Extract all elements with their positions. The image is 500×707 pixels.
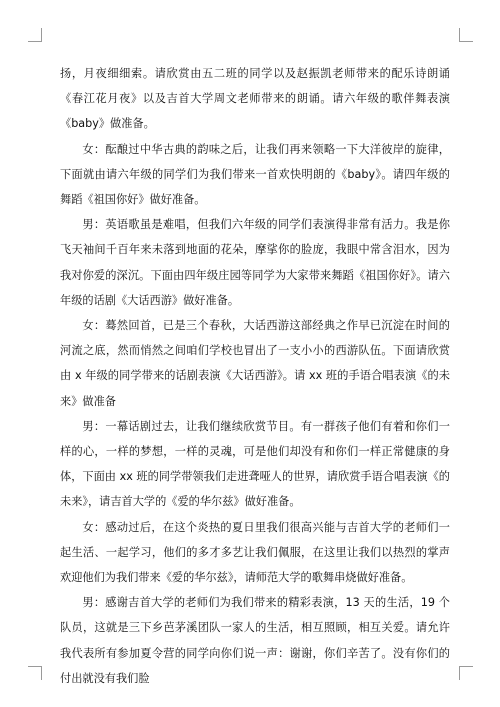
paragraph: 男：一幕话剧过去，让我们继续欣赏节目。有一群孩子他们有着和你们一样的心，一样的梦想，一样的灵魂，可是他们却没有和你们一样正常健康的身体，下面由 xx 班的同学带领我们走进聋哑人的世界，请欣赏手语合唱表演《的未来》，请吉首大学的《爱的华尔兹》做好准备。 — [60, 419, 450, 509]
crop-mark-bottom-left — [28, 666, 42, 680]
paragraph: 女：酝酿过中华古典的韵味之后，让我们再来领略一下大洋彼岸的旋律，下面就由请六年级的同学们为我们带来一首欢快明朗的《baby》。请四年级的舞蹈《祖国你好》做好准备。 — [60, 142, 450, 207]
crop-mark-top-right — [459, 28, 473, 42]
crop-mark-bottom-right — [459, 666, 473, 680]
paragraph: 女：蓦然回首，已是三个春秋，大话西游这部经典之作早已沉淀在时间的河流之底，然而悄然之间咱们学校也冒出了一支小小的西游队伍。下面请欣赏由 x 年级的同学带来的话剧表演《大话西游》。请 xx 班的手语合唱表演《的未来》做准备 — [60, 319, 450, 408]
paragraph: 扬，月夜细细索。请欣赏由五二班的同学以及赵振凯老师带来的配乐诗朗诵《春江花月夜》以及吉首大学周文老师带来的朗诵。请六年级的歌伴舞表演《baby》做准备。 — [60, 67, 450, 131]
document-body — [60, 61, 450, 691]
crop-mark-top-left — [28, 28, 42, 42]
paragraph: 男：感谢吉首大学的老师们为我们带来的精彩表演，13 天的生活，19 个队员，这就是三下乡芭茅溪团队一家人的生活，相互照顾，相互关爱。请允许我代表所有参加夏令营的同学向你们说一声：谢谢，你们辛苦了。没有你们的付出就没有我们脸 — [60, 596, 450, 685]
paragraph: 女：感动过后，在这个炎热的夏日里我们很高兴能与吉首大学的老师们一起生活、一起学习，他们的多才多艺让我们佩服，在这里让我们以热烈的掌声欢迎他们为我们带来《爱的华尔兹》，请师范大学的歌舞串烧做好准备。 — [60, 520, 450, 585]
paragraph: 男：英语歌虽是难唱，但我们六年级的同学们表演得非常有活力。我是你飞天袖间千百年来未落到地面的花朵，摩挲你的脸庞，我眼中常含泪水，因为我对你爱的深沉。下面由四年级庄园等同学为大家带来舞蹈《祖国你好》。请六年级的话剧《大话西游》做好准备。 — [60, 218, 450, 307]
